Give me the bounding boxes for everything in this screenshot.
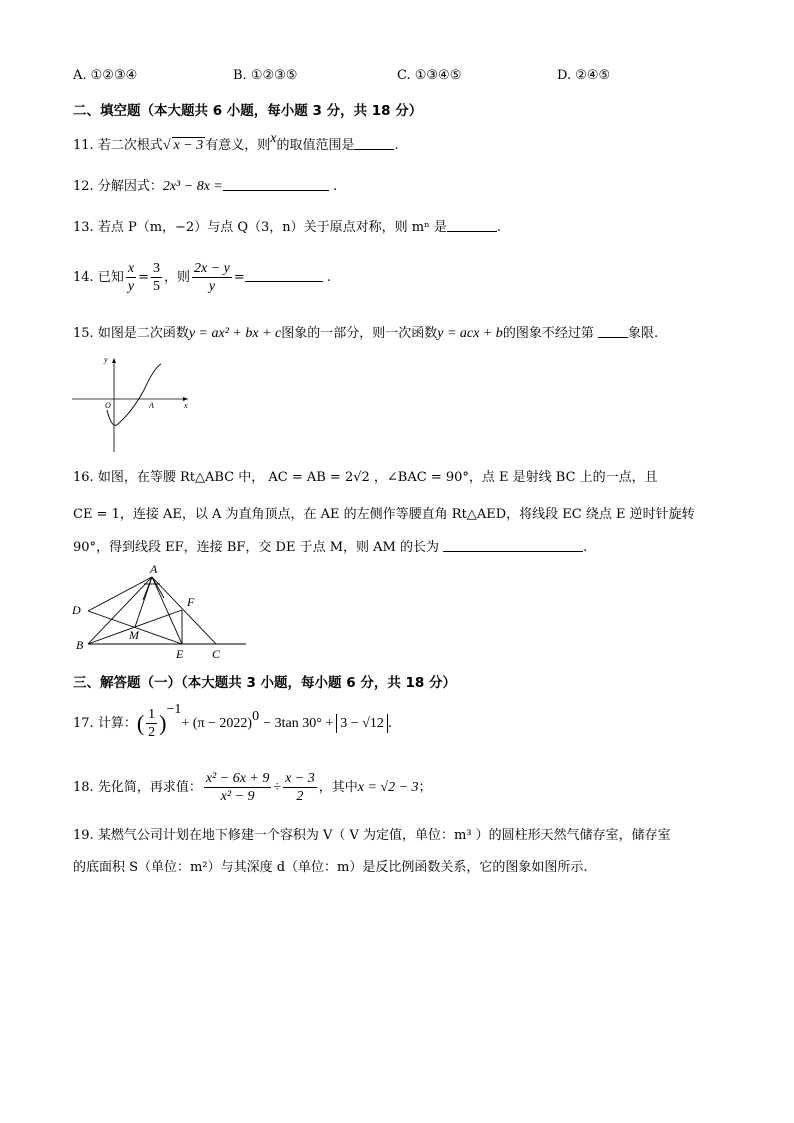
q18-pre: 先化简，再求值：: [97, 780, 202, 795]
q16-line-ac: [152, 577, 216, 644]
question-15: [73, 325, 658, 342]
question-16-line1: [73, 470, 658, 486]
q13-text: 若点 P（m，−2）与点 Q（3，n）关于原点对称，则 mⁿ 是: [97, 220, 447, 235]
q18-end: ；: [418, 780, 432, 795]
q17-exponent-0: 0: [252, 709, 260, 724]
question-14: [73, 260, 331, 295]
q14-equals-2: =: [233, 270, 245, 285]
q17-end: .: [387, 716, 392, 731]
q16-label-b: B: [76, 638, 84, 652]
q11-var: x: [270, 131, 277, 146]
q15-number: 15.: [73, 326, 94, 341]
q16-line-ab: [88, 577, 152, 644]
q15-post: 的图象不经过第: [502, 326, 594, 341]
q18-fraction-2: $\frac{x - 3}{2}$: [285, 771, 315, 804]
q15-expr: y = ax² + bx + c: [188, 326, 282, 341]
q12-expr: 2x³ − 8x =: [162, 179, 223, 194]
q16-label-d: D: [72, 603, 81, 617]
q15-origin-label: O: [105, 401, 111, 410]
q15-pre: 如图是二次函数: [97, 326, 189, 341]
q14-equals: =: [138, 270, 149, 285]
q15-answer-blank[interactable]: [598, 325, 628, 338]
q11-radicand: x − 3: [173, 138, 204, 153]
q17-exponent-neg1: −1: [166, 702, 182, 717]
q16-label-m: M: [129, 628, 139, 642]
q18-post: ，其中: [318, 780, 358, 795]
q14-pre: 已知: [97, 270, 124, 285]
q14-number: 14.: [73, 270, 94, 285]
q12-answer-blank[interactable]: [223, 178, 329, 191]
question-19-line1: [73, 828, 671, 844]
q14-end: .: [326, 270, 332, 285]
q12-number: 12.: [73, 179, 94, 194]
q18-condition: x = √2 − 3: [357, 780, 419, 795]
q16-answer-blank[interactable]: [443, 539, 583, 552]
q14-mid: ，则: [163, 270, 190, 285]
q15-y-label: y: [104, 355, 108, 364]
q16-label-c: C: [212, 647, 221, 661]
q11-post: 的取值范围是: [276, 138, 355, 153]
q13-end: .: [496, 220, 501, 235]
q11-answer-blank[interactable]: [354, 137, 394, 150]
q17-pre: 计算：: [97, 716, 137, 731]
q16-line-extra-1: [143, 577, 152, 600]
q15-x-label: x: [184, 401, 188, 410]
q19-number: 19.: [73, 828, 94, 843]
q19-line2: 的底面积 S（单位：m²）与其深度 d（单位：m）是反比例函数关系，它的图象如图所示.: [73, 860, 588, 875]
q16-line1: 如图，在等腰 Rt△ABC 中， AC = AB = 2√2 ，∠BAC = 90°，点 E 是射线 BC 上的一点，且: [97, 470, 658, 485]
q18-fraction-1: $\frac{\text{x² − 6x + 9}}{\text{x² − 9}}$: [205, 771, 270, 804]
q12-pre: 分解因式：: [97, 179, 163, 194]
q14-fraction-target: $\frac{2x - y}{y}$: [193, 261, 230, 294]
q16-line-ae: [152, 577, 182, 644]
q14-fraction-xy: $\frac{x}{y}$: [127, 261, 135, 294]
question-17: 17. 计算：( $\frac{1}{2}$ )$^{-1}+ (\pi - 2022)^0 - 3\tan$ 30° + 3 − √12 .: [73, 702, 392, 740]
q17-absolute-value: 3 − √12: [336, 714, 388, 733]
q15-point-a-label: A: [149, 401, 154, 410]
q11-mid: 有意义，则: [205, 138, 271, 153]
q16-end: .: [583, 540, 588, 555]
q16-label-a: A: [150, 562, 158, 576]
question-16-line3: [73, 539, 587, 556]
q16-label-e: E: [176, 647, 184, 661]
q16-line2: CE = 1，连接 AE，以 A 为直角顶点，在 AE 的左侧作等腰直角 Rt△AED，将线段 EC 绕点 E 逆时针旋转: [73, 507, 695, 522]
q16-line3: 90°，得到线段 EF，连接 BF，交 DE 于点 M，则 AM 的长为: [73, 540, 439, 555]
q11-number: 11.: [73, 138, 94, 153]
q15-expr2: y = acx + b: [437, 326, 503, 341]
q13-answer-blank[interactable]: [447, 219, 497, 232]
q13-number: 13.: [73, 220, 94, 235]
q19-line1: 某燃气公司计划在地下修建一个容积为 V（ V 为定值，单位：m³ ）的圆柱形天然气储存室，储存室: [97, 828, 671, 843]
q10-option-b: B. ①②③⑤: [233, 68, 298, 83]
q10-option-d: D. ②④⑤: [557, 68, 611, 83]
q11-pre: 若二次根式: [97, 138, 163, 153]
question-18: [73, 770, 432, 805]
q16-number: 16.: [73, 470, 94, 485]
q15-mid: 图象的一部分，则一次函数: [281, 326, 438, 341]
q17-mid1: + (π − 2022): [181, 716, 253, 731]
q10-option-c: C. ①③④⑤: [397, 68, 462, 83]
q15-parabola-curve: [107, 364, 161, 425]
q16-label-f: F: [187, 595, 195, 609]
q17-number: 17.: [73, 716, 94, 731]
q15-parabola-graph: [70, 352, 194, 454]
q18-number: 18.: [73, 780, 94, 795]
q11-end: .: [394, 138, 399, 153]
q14-answer-blank[interactable]: [245, 269, 323, 282]
q17-mid2: − 3tan 30° +: [263, 716, 334, 731]
q15-end: 象限.: [627, 326, 659, 341]
q12-end: .: [333, 179, 338, 194]
q16-geometry-figure: [66, 560, 250, 662]
q18-divide: ÷: [273, 780, 282, 795]
question-13: [73, 219, 501, 236]
q17-fraction-half: $\frac{1}{2}$: [148, 707, 156, 740]
q14-fraction-3-5: $\frac{3}{5}$: [152, 261, 160, 294]
q15-y-arrow-icon: [112, 358, 116, 363]
q10-option-a: A. ①②③④: [73, 68, 138, 83]
question-12: [73, 178, 337, 195]
section2-heading: 二、填空题（本大题共 6 小题，每小题 3 分，共 18 分）: [73, 103, 423, 119]
section3-heading: 三、解答题（一）（本大题共 3 小题，每小题 6 分，共 18 分）: [73, 675, 457, 691]
question-11: 11. 若二次根式√ x − 3 有意义，则$^x$的取值范围是 .: [73, 131, 399, 153]
